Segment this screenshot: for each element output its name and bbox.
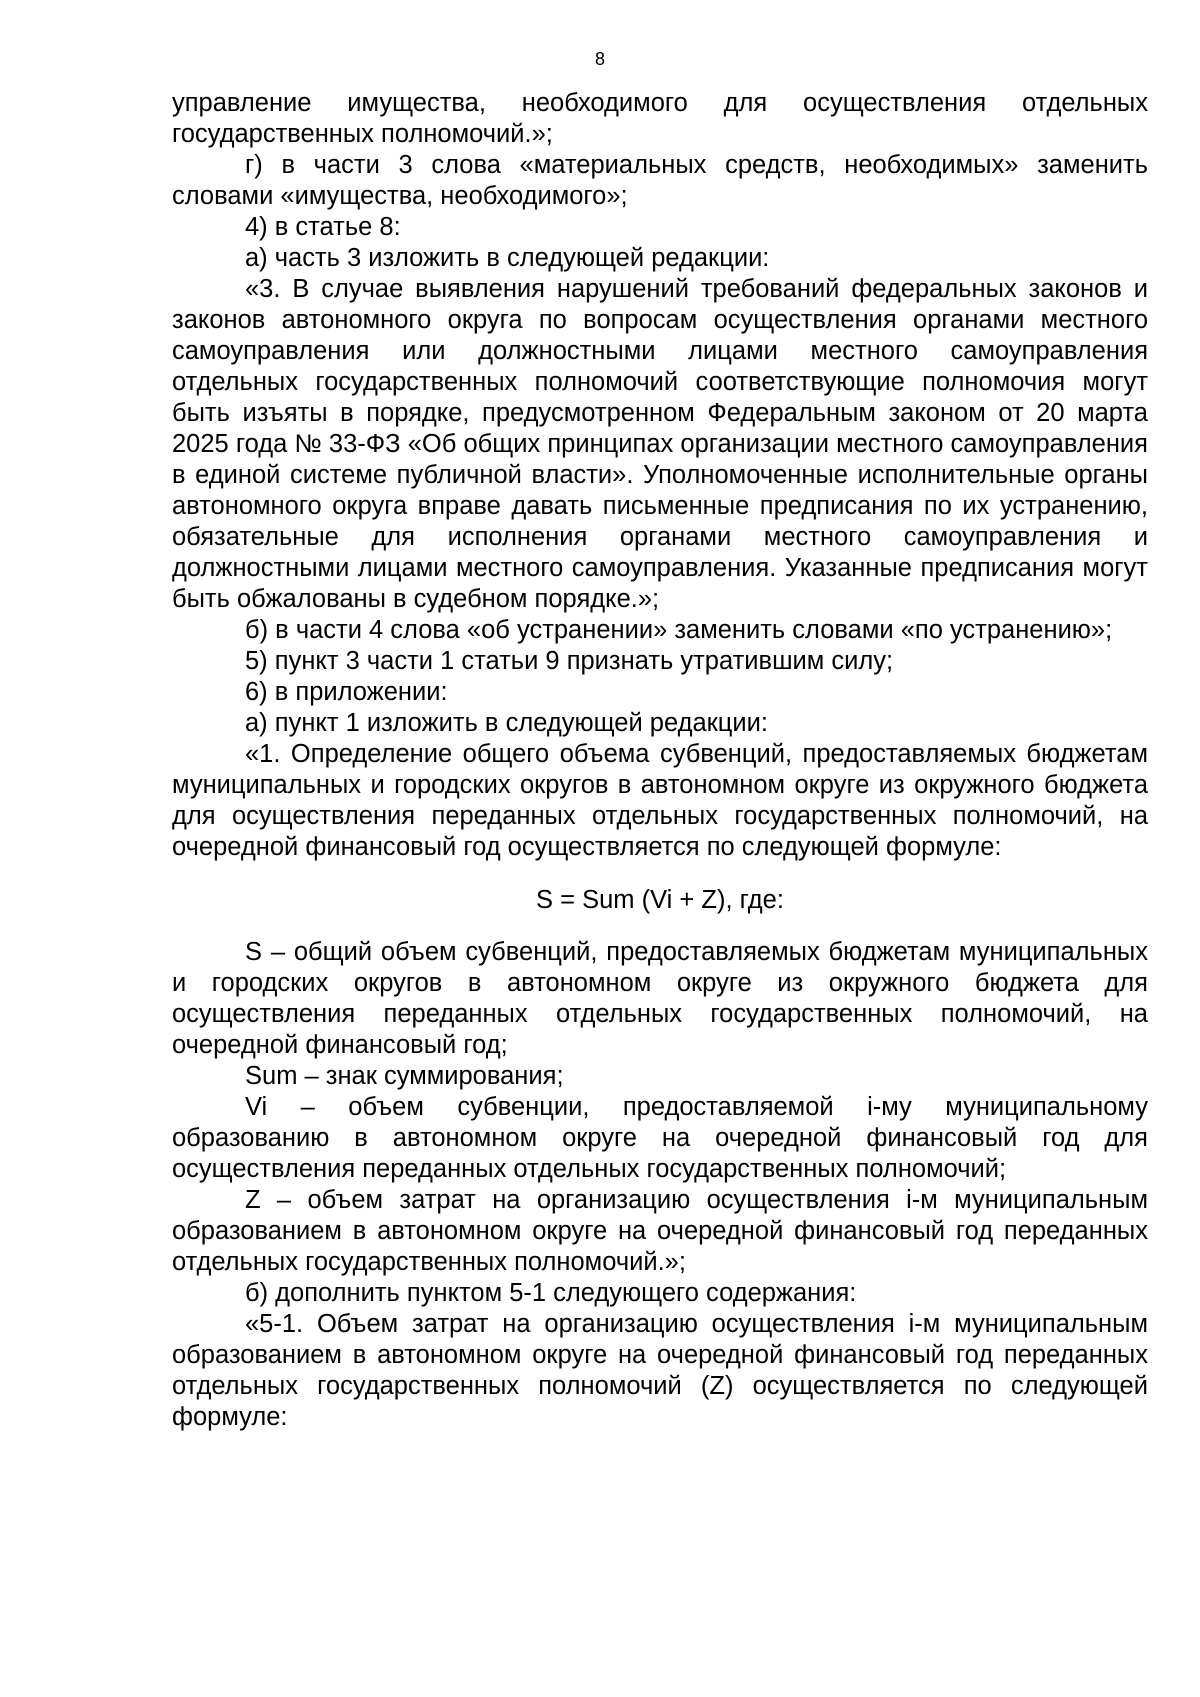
definition-z: Z – объем затрат на организацию осуществления i-м муниципальным образованием в автономном округе на очередной финансовый год переданных отдельных государственных полномочий.»;	[172, 1186, 1148, 1276]
paragraph-quoted-part-3: «3. В случае выявления нарушений требований федеральных законов и законов автономного округа по вопросам осуществления органами местного самоуправления или должностными лицами местного самоуправления отдельных государственных полномочий соответствующие полномочия могут быть изъяты в порядке, предусмотренном Федеральным законом от 20 марта 2025 года № 33-ФЗ «Об общих принципах организации местного самоуправления в единой системе публичной власти». Уполномоченные исполнительные органы автономного округа вправе давать письменные предписания по их устранению, обязательные для исполнения органами местного самоуправления и должностными лицами местного самоуправления. Указанные предписания могут быть обжалованы в судебном порядке.»;	[172, 275, 1148, 613]
paragraph-item-5: 5) пункт 3 части 1 статьи 9 признать утратившим силу;	[245, 647, 894, 675]
formula-main: S = Sum (Vi + Z), где:	[536, 886, 784, 914]
page-number: 8	[594, 49, 605, 69]
paragraph-item-b: б) в части 4 слова «об устранении» заменить словами «по устранению»;	[245, 616, 1113, 644]
paragraph-item-a: а) часть 3 изложить в следующей редакции:	[245, 244, 770, 272]
paragraph-continuation: управление имущества, необходимого для осуществления отдельных государственных полномочий.»;	[172, 89, 1148, 148]
definition-vi: Vi – объем субвенции, предоставляемой i-му муниципальному образованию в автономном округе на очередной финансовый год для осуществления переданных отдельных государственных полномочий;	[172, 1093, 1148, 1183]
definition-s: S – общий объем субвенций, предоставляемых бюджетам муниципальных и городских округов в автономном округе из окружного бюджета для осуществления переданных отдельных государственных полномочий, на очередной финансовый год;	[172, 938, 1148, 1059]
paragraph-item-g: г) в части 3 слова «материальных средств, необходимых» заменить словами «имущества, необходимого»;	[172, 151, 1148, 210]
definition-sum: Sum – знак суммирования;	[245, 1062, 564, 1090]
document-body	[172, 88, 1148, 1433]
paragraph-item-4: 4) в статье 8:	[245, 213, 401, 241]
paragraph-item-6a: а) пункт 1 изложить в следующей редакции:	[245, 709, 768, 737]
paragraph-quoted-point-1: «1. Определение общего объема субвенций, предоставляемых бюджетам муниципальных и городских округов в автономном округе из окружного бюджета для осуществления переданных отдельных государственных полномочий, на очередной финансовый год осуществляется по следующей формуле:	[172, 740, 1148, 861]
paragraph-item-6b: б) дополнить пунктом 5-1 следующего содержания:	[245, 1279, 857, 1307]
paragraph-item-6: 6) в приложении:	[245, 678, 448, 706]
paragraph-quoted-point-5-1: «5-1. Объем затрат на организацию осуществления i-м муниципальным образованием в автономном округе на очередной финансовый год переданных отдельных государственных полномочий (Z) осуществляется по следующей формуле:	[172, 1310, 1148, 1431]
